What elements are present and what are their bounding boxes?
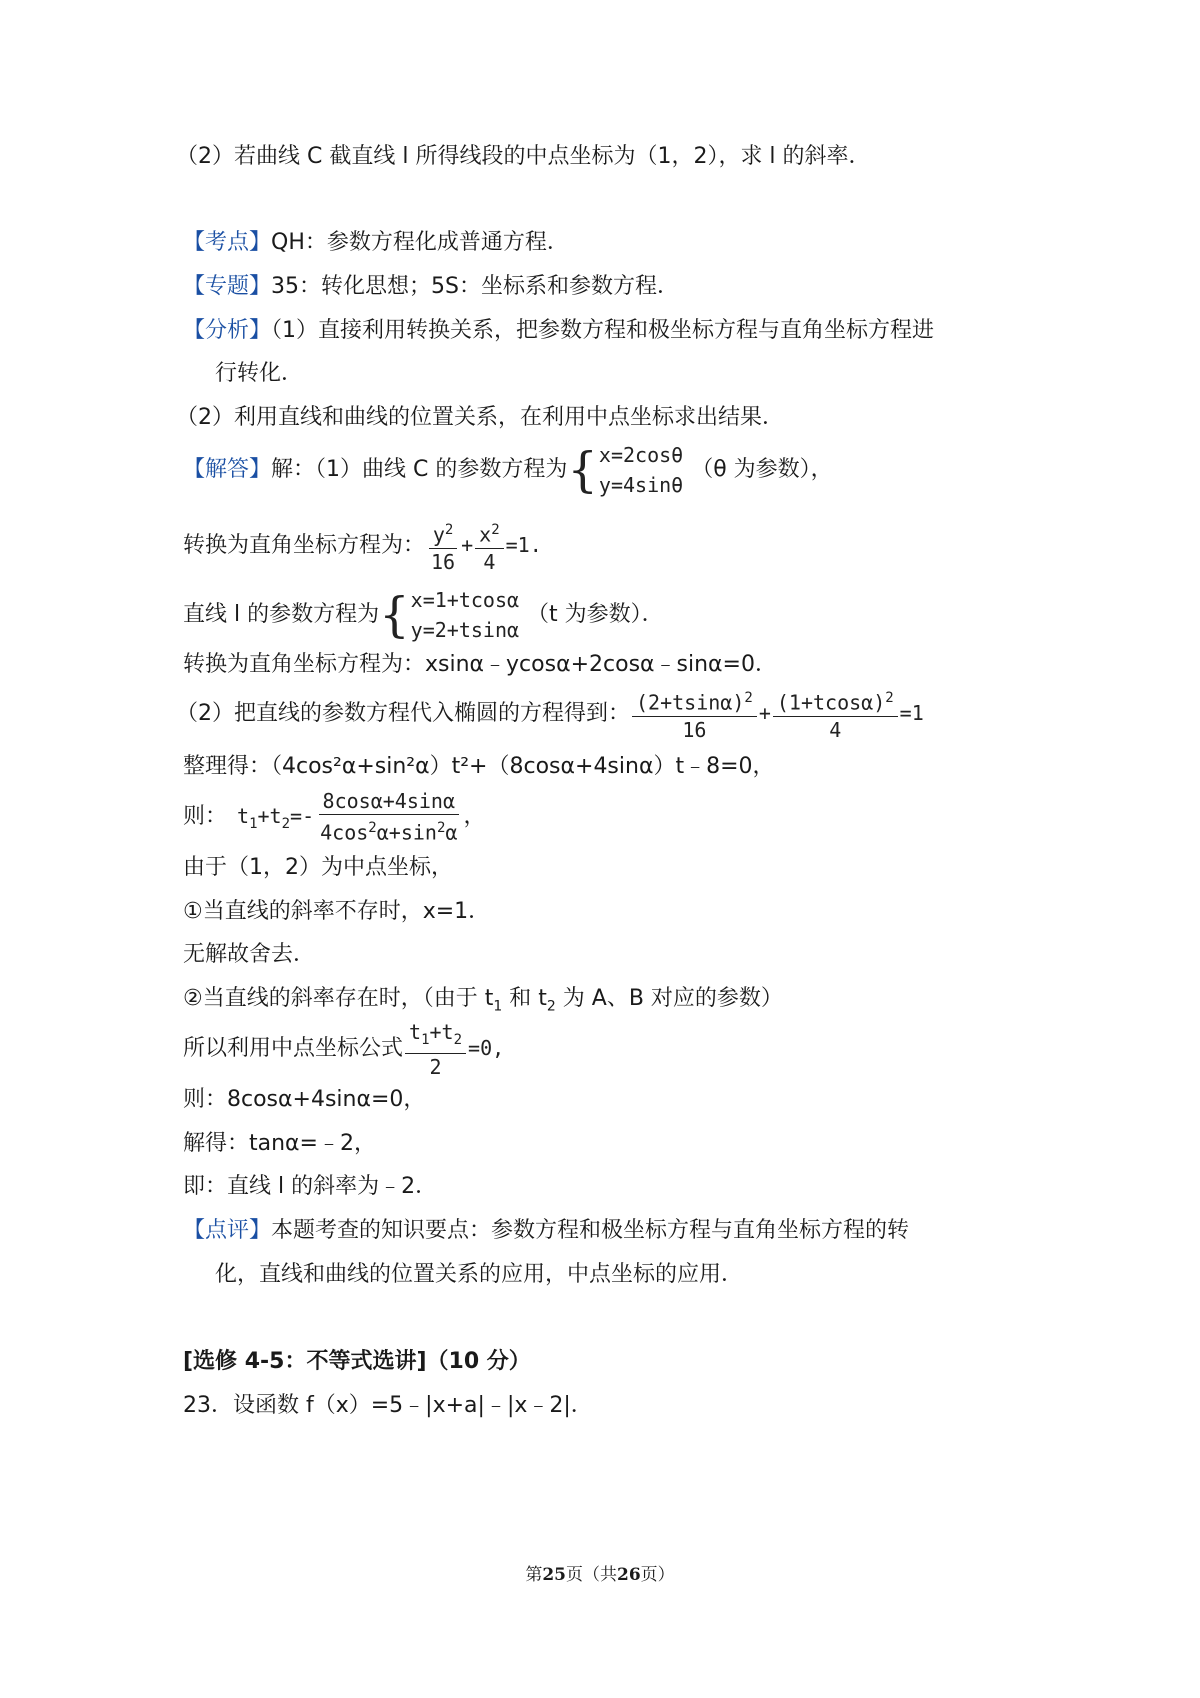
sum-den-sup1: 2 — [368, 820, 377, 837]
jieda-intro-line — [183, 440, 833, 500]
case2-sub2: 2 — [546, 998, 556, 1015]
mid-eq: =0, — [468, 1036, 505, 1060]
ell-num1: y — [432, 522, 445, 547]
mid-t2: +t — [429, 1019, 454, 1044]
section-heading: [选修 4-5：不等式选讲]（10 分） — [183, 1349, 531, 1374]
sub-frac2 — [773, 686, 898, 742]
dianping-text1: 本题考查的知识要点：参数方程和极坐标方程与直角坐标方程的转 — [271, 1218, 910, 1243]
fenxi-line — [183, 316, 934, 346]
case2-b: 和 t — [502, 986, 547, 1011]
sub-den2: 4 — [829, 717, 842, 742]
dianping-line — [183, 1216, 909, 1246]
kaodian-text: QH：参数方程化成普通方程． — [271, 230, 569, 255]
footer-total-pages: 26 — [617, 1565, 641, 1585]
footer-mid: 页（共 — [566, 1565, 617, 1585]
curve-x: x=2cosθ — [598, 443, 684, 467]
convert1-label: 转换为直角坐标方程为： — [183, 533, 426, 558]
zhuanti-tag: 【专题】 — [183, 274, 272, 299]
ellipse-line — [183, 515, 542, 576]
sub-den1: 16 — [682, 717, 707, 742]
dianping-text2: 化，直线和曲线的位置关系的应用，中点坐标的应用． — [215, 1262, 744, 1287]
formula-line — [183, 1018, 504, 1079]
line-y: y=2+tsinα — [410, 618, 520, 642]
t1-sub: 1 — [249, 816, 258, 832]
ell-eq: =1. — [505, 533, 542, 557]
kaodian-line — [183, 228, 569, 258]
question-23: 23．设函数 f（x）=5﹣|x+a|﹣|x﹣2|． — [183, 1393, 593, 1418]
sum-den-a: 4cos — [320, 820, 369, 845]
mid-t2-sub: 2 — [453, 1031, 463, 1048]
t-sum-expr — [237, 804, 315, 832]
line-equation-system — [379, 585, 519, 645]
line-param: （t 为参数）． — [527, 602, 664, 627]
t-sum-frac — [316, 789, 461, 845]
t2: +t — [257, 804, 282, 828]
ze2-line: 则：8cosα+4sinα=0， — [183, 1087, 426, 1112]
footer-post: 页） — [640, 1565, 675, 1585]
mid-frac — [405, 1020, 466, 1079]
case2-a: ②当直线的斜率存在时，（由于 t — [183, 986, 494, 1011]
jieda-intro: 解：（1）曲线 C 的参数方程为 — [271, 457, 568, 482]
mid-t1-sub: 1 — [421, 1031, 430, 1048]
mid-t1: t — [409, 1019, 422, 1044]
sub-eq: =1 — [899, 701, 924, 725]
convert2-line: 转换为直角坐标方程为：xsinα﹣ycosα+2cosα﹣sinα=0． — [183, 652, 777, 677]
brace-icon: { — [567, 442, 598, 498]
question-part2: （2）若曲线 C 截直线 l 所得线段的中点坐标为（1，2），求 l 的斜率． — [176, 144, 871, 169]
footer-pre: 第 — [525, 1565, 543, 1585]
sub-num1: (2+tsinα) — [636, 690, 745, 715]
sum-comma: ， — [463, 804, 486, 829]
kaodian-tag: 【考点】 — [183, 230, 272, 255]
ell-num2: x — [479, 522, 492, 547]
formula-intro: 所以利用中点坐标公式 — [183, 1036, 404, 1061]
brace-icon: { — [379, 587, 410, 643]
sum-den-c: α — [445, 820, 458, 845]
case2-c: 为 A、B 对应的参数） — [555, 986, 783, 1011]
sub-sup1: 2 — [744, 690, 753, 707]
case1-result: 无解故舍去． — [183, 942, 316, 967]
case1-line: ①当直线的斜率不存时，x=1． — [183, 899, 491, 924]
ell-den1: 16 — [431, 549, 456, 574]
t1: t — [237, 804, 250, 828]
fenxi-text2: 行转化． — [215, 361, 304, 386]
sum-den-sup2: 2 — [436, 820, 446, 837]
curve-param: （θ 为参数）， — [691, 457, 833, 482]
ell-den2: 4 — [483, 549, 496, 574]
ji-line: 即：直线 l 的斜率为﹣2． — [183, 1174, 438, 1199]
footer-page-number: 25 — [542, 1565, 566, 1585]
sub-num2: (1+tcosα) — [776, 690, 886, 715]
ell-sup1: 2 — [444, 522, 454, 539]
sub-intro: （2）把直线的参数方程代入椭圆的方程得到： — [176, 701, 630, 726]
ell-sup2: 2 — [491, 522, 500, 539]
zhengli-line: 整理得：（4cos²α+sin²α）t²+（8cosα+4sinα）t﹣8=0， — [183, 754, 775, 779]
t2-sub: 2 — [281, 816, 291, 832]
fenxi-text1: （1）直接利用转换关系，把参数方程和极坐标方程与直角坐标方程进 — [271, 318, 935, 343]
fenxi-text3: （2）利用直线和曲线的位置关系，在利用中点坐标求出结果． — [176, 405, 784, 430]
case2-sub1: 1 — [493, 998, 503, 1015]
dianping-tag: 【点评】 — [183, 1218, 272, 1243]
mid-den: 2 — [429, 1054, 442, 1079]
line-param-line — [183, 585, 664, 645]
t-sum-line — [183, 786, 485, 854]
ell-plus: + — [461, 533, 474, 557]
sub-plus: + — [758, 701, 771, 725]
page-footer — [0, 1560, 1200, 1585]
jieda-tag: 【解答】 — [183, 457, 272, 482]
line-intro: 直线 l 的参数方程为 — [183, 602, 380, 627]
sum-den — [316, 815, 461, 845]
fenxi-tag: 【分析】 — [183, 318, 272, 343]
curve-equation-system — [567, 440, 683, 500]
zhuanti-text: 35：转化思想；5S：坐标系和参数方程． — [271, 274, 679, 299]
curve-y: y=4sinθ — [598, 473, 684, 497]
ze-label: 则： — [183, 804, 228, 829]
sum-den-b: α+sin — [376, 820, 437, 845]
line-x: x=1+tcosα — [410, 588, 520, 612]
ellipse-frac1 — [427, 518, 459, 574]
case2-line — [183, 984, 783, 1021]
sum-num: 8cosα+4sinα — [319, 789, 459, 815]
sub-frac1 — [632, 686, 757, 742]
substitution-line — [176, 683, 924, 744]
ellipse-frac2 — [475, 518, 503, 574]
midpoint-line: 由于（1，2）为中点坐标， — [183, 855, 453, 880]
jie-line: 解得：tanα=﹣2， — [183, 1131, 376, 1156]
zhuanti-line — [183, 272, 679, 302]
sub-sup2: 2 — [885, 690, 894, 707]
sum-eq: =- — [290, 804, 315, 828]
